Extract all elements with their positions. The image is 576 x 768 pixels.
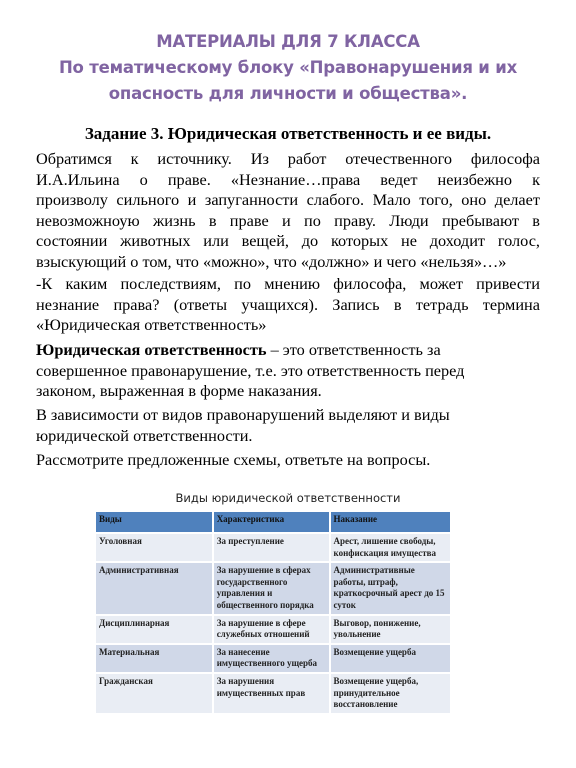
table-cell: Возмещение ущерба, принудительное восстановление: [330, 673, 451, 714]
text-line: произволу сильного и запуганности слабого. Мало того, оно делает: [36, 190, 540, 210]
text-line: [36, 340, 540, 361]
paragraph-question: [36, 274, 540, 336]
text-line: невозможноую жизнь в праве и по праву. Люди пребывают в: [36, 210, 540, 230]
text-line: В зависимости от видов правонарушений выделяют и виды: [36, 405, 450, 424]
text-line: Обратимся к источнику. Из работ отечественного философа: [36, 149, 540, 168]
table-cell: Дисциплинарная: [96, 615, 213, 644]
table-cell: За преступление: [213, 533, 330, 562]
text-line: законом, выраженная в форме наказания.: [36, 381, 322, 401]
table-row: [96, 533, 451, 562]
text-line: совершенное правонарушение, т.е. это ответственность перед: [36, 360, 465, 380]
paragraph-source-quote: [36, 149, 540, 273]
table-cell: За нарушения имущественных прав: [213, 673, 330, 714]
table-cell: Административные работы, штраф, краткосрочный арест до 15 суток: [330, 562, 451, 614]
task-title: Задание 3. Юридическая ответственность и ее виды.: [84, 124, 492, 143]
text-line: взыскующий о том, что «можно», что «должно» и чего «нельзя»…»: [36, 251, 507, 271]
table-cell: За нарушение в сфере служебных отношений: [213, 615, 330, 644]
text-line: Рассмотрите предложенные схемы, ответьте на вопросы.: [36, 450, 431, 469]
table-row: [96, 644, 451, 673]
text-line: «Юридическая ответственность»: [36, 315, 267, 335]
table-cell: Уголовная: [96, 533, 213, 562]
table-cell: Выговор, понижение, увольнение: [330, 615, 451, 644]
paragraph-definition: [36, 340, 540, 402]
table-cell: Материальная: [96, 644, 213, 673]
table-cell: За нарушение в сферах государственного управления и общественного порядка: [213, 562, 330, 614]
text-line: -К каким последствиям, по мнению философа, может привести: [36, 274, 540, 293]
text-line: незнание права? (ответы учащихся). Запись в тетрадь термина: [36, 294, 540, 314]
table-cell: Административная: [96, 562, 213, 614]
text-line: И.А.Ильина о праве. «Незнание…права ведет неизбежно к: [36, 169, 540, 189]
header-line-2: По тематическому блоку «Правонарушения и их: [58, 58, 518, 77]
text-line: юридической ответственности.: [36, 425, 253, 445]
table-header-row: [96, 512, 451, 533]
table-cell: Гражданская: [96, 673, 213, 714]
table-header-cell: Наказание: [330, 512, 451, 533]
table-caption: Виды юридической ответственности: [175, 491, 401, 505]
table-header-cell: Характеристика: [213, 512, 330, 533]
paragraph-types: [36, 405, 540, 446]
definition-text: – это ответственность за: [266, 340, 441, 359]
header-line-3: опасность для личности и общества».: [108, 84, 468, 103]
definition-term: Юридическая ответственность: [36, 340, 267, 359]
text-line: состоянии животных или вещей, до которых не доходит голос,: [36, 231, 540, 251]
table-cell: Возмещение ущерба: [330, 644, 451, 673]
table-row: [96, 673, 451, 714]
header-line-1: МАТЕРИАЛЫ ДЛЯ 7 КЛАССА: [156, 32, 420, 51]
table-header-cell: Виды: [96, 512, 213, 533]
responsibility-table: [96, 512, 452, 715]
table-row: [96, 615, 451, 644]
table-cell: За нанесение имущественного ущерба: [213, 644, 330, 673]
paragraph-instruction: [36, 450, 540, 471]
table-cell: Арест, лишение свободы, конфискация имущества: [330, 533, 451, 562]
table-row: [96, 562, 451, 614]
